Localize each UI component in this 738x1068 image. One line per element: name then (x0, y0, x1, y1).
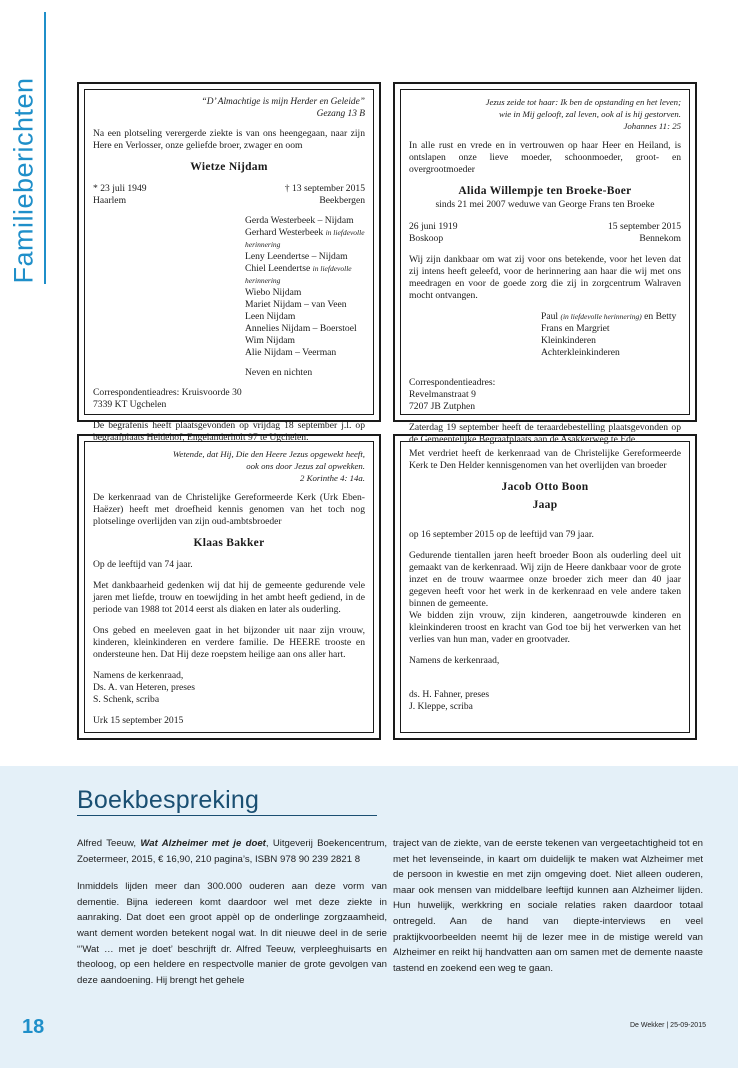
death-date: † 13 september 2015 (284, 183, 365, 194)
thanks-text: Wij zijn dankbaar om wat zij voor ons betekende, voor het leven dat zij intens heeft geleefd, voor de herinnering aan haar die wij met ons meedragen en voor de goede zorg die zij in zorgcentrum Walraven mocht ontvangen. (409, 254, 681, 301)
death-date-line: op 16 september 2015 op de leeftijd van 79 jaar. (409, 529, 594, 540)
review-paragraph: Inmiddels lijden meer dan 300.000 ouderen aan deze vorm van dementie. Bijna iedereen komt daardoor wel met deze ziekte in aanraking. Dat doet een groot appèl op de onderlinge zorgzaamheid, want dement worden betekent nogal wat. In dit nieuwe deel in de serie “’Wat … met je doet’ beschrijft dr. Alfred Teeuw, verpleeghuisarts en theoloog, op een heldere en respectvolle manier de grote gevolgen van deze aandoening. Hij brengt het gehele (77, 881, 387, 986)
places-row (93, 195, 365, 207)
relative: Gerda Westerbeek – Nijdam (245, 215, 354, 226)
death-place: Beekbergen (319, 195, 365, 206)
quote-reference: 2 Korinthe 4: 14a. (300, 473, 365, 483)
deceased-nickname: Jaap (532, 499, 558, 511)
review-column-left (77, 836, 387, 1000)
places-row (409, 233, 681, 245)
dates-row (93, 183, 365, 195)
quote-line: “D’ Almachtige is mijn Herder en Geleide” (201, 97, 365, 107)
relative: Kleinkinderen (541, 335, 596, 346)
signatories: ds. H. Fahner, preses J. Kleppe, scriba (409, 689, 490, 712)
death-notice-ten-broeke (393, 82, 697, 445)
section-title-text: Familieberichten (8, 76, 39, 284)
review-heading: Boekbespreking (77, 786, 260, 814)
deceased-name: Jacob Otto Boon (501, 481, 589, 493)
relative: Leny Leendertse – Nijdam (245, 251, 348, 262)
age-line: Op de leeftijd van 74 jaar. (93, 559, 193, 570)
death-place: Bennekom (639, 233, 681, 244)
thanks-text: Met dankbaarheid gedenken wij dat hij de gemeente gedurende vele jaren met liefde, trouw en toewijding in het ambt heeft gediend, in de periode van 1988 tot 2014 eerst als diaken en later als ouderling. (93, 580, 365, 615)
relative: Mariet Nijdam – van Veen (245, 299, 347, 310)
widow-line: sinds 21 mei 2007 weduwe van George Frans ten Broeke (435, 199, 655, 210)
deceased-name: Wietze Nijdam (190, 161, 268, 173)
notice-quote (93, 448, 365, 484)
death-notice-boon (393, 434, 697, 740)
death-notice-bakker (77, 434, 381, 740)
book-title: Wat Alzheimer met je doet (140, 838, 266, 849)
publication-footer: De Wekker | 25-09-2015 (629, 1022, 706, 1029)
death-notice-nijdam (77, 82, 381, 443)
relative: Frans en Margriet (541, 323, 610, 334)
signatories: Namens de kerkenraad, Ds. A. van Heteren, preses S. Schenk, scriba (93, 670, 196, 705)
notice-quote (93, 96, 365, 120)
review-column-right (393, 836, 703, 988)
deceased-name: Klaas Bakker (193, 537, 265, 549)
quote-line: ook ons door Jezus zal opwekken. (246, 461, 365, 471)
notice-frame (84, 89, 374, 443)
relative: Paul (in liefdevolle herinnering) en Betty (541, 311, 677, 322)
notice-intro: Met verdriet heeft de kerkenraad van de Christelijke Gereformeerde Kerk te Den Helder kennisgenomen van het overlijden van broeder (409, 448, 681, 471)
quote-reference: Gezang 13 B (316, 109, 365, 119)
prayer-text: We bidden zijn vrouw, zijn kinderen, aangetrouwde kinderen en kleinkinderen troost en kracht van God toe bij het verwerken van het verlies van hun man, vader en grootvader. (409, 610, 681, 645)
notice-intro: Na een plotseling verergerde ziekte is van ons heengegaan, naar zijn Here en Verlosser, onze geliefde broer, zwager en oom (93, 128, 365, 151)
notice-quote (409, 96, 681, 132)
quote-line: Jezus zeide tot haar: Ik ben de opstanding en het leven; (485, 97, 681, 107)
correspondence-address: Correspondentieadres: Revelmanstraat 9 7207 JB Zutphen (409, 377, 496, 412)
birth-place: Boskoop (409, 233, 444, 244)
funeral-info: De begrafenis heeft plaatsgevonden op vrijdag 18 september j.l. op begraafplaats Heidehof, Engelanderholt 97 te Ugchelen. (93, 420, 365, 443)
correspondence-address: Correspondentieadres: Kruisvoorde 30 7339 KT Ugchelen (93, 387, 242, 410)
birth-date: * 23 juli 1949 (93, 183, 147, 194)
signed-intro: Namens de kerkenraad, (409, 655, 500, 666)
page-number: 18 (22, 1016, 45, 1038)
review-paragraph: traject van de ziekte, van de eerste tekenen van vergeetachtigheid tot en met het levenseinde, in kaart om duidelijk te maken wat Alzheimer met de persoon in kwestie en met zijn omgeving doet. Niet alleen ouderen, maar ook mensen van middelbare leeftijd kunnen aan Alzheimer lijden. Hun huwelijk, werkkring en sociale relaties raken daardoor totaal ontregeld. Aan de hand van diepte-interviews en veel praktijkvoorbeelden neemt hij de lezer mee in de mistige wereld van Alzheimer en reikt hij handvatten aan om samen met de demente naaste tastend en zoekend een weg te gaan. (393, 838, 703, 974)
notice-frame (400, 441, 690, 733)
deceased-name: Alida Willempje ten Broeke-Boer (458, 185, 632, 197)
birth-date: 26 juni 1919 (409, 221, 458, 232)
quote-reference: Johannes 11: 25 (623, 121, 681, 131)
relative: Achterkleinkinderen (541, 347, 620, 358)
relative: Leen Nijdam (245, 311, 296, 322)
prayer-text: Ons gebed en meeleven gaat in het bijzonder uit naar zijn vrouw, kinderen, kleinkinderen en verdere familie. De HEERE trooste en ondersteune hen. Dat Hij deze roepstem heilige aan ons aller hart. (93, 625, 365, 660)
section-title (4, 76, 44, 284)
death-date: 15 september 2015 (607, 221, 681, 232)
notice-frame (84, 441, 374, 733)
relative: Alie Nijdam – Veerman (245, 347, 337, 358)
nephews-nieces: Neven en nichten (245, 367, 313, 378)
notice-intro: In alle rust en vrede en in vertrouwen op haar Heer en Heiland, is ontslapen onze lieve moeder, schoonmoeder, groot- en overgrootmoeder (409, 140, 681, 175)
book-citation: Alfred Teeuw, Wat Alzheimer met je doet, Uitgeverij Boekencentrum, Zoetermeer, 2015, € 16,90, 210 pagina’s, ISBN 978 90 239 2821 8 (77, 838, 387, 865)
relative: Gerhard Westerbeek in liefdevolle herinnering (245, 227, 365, 249)
notice-frame (400, 89, 690, 445)
section-divider (44, 12, 46, 284)
relative: Annelies Nijdam – Boerstoel (245, 323, 357, 334)
place-date: Urk 15 september 2015 (93, 715, 184, 726)
quote-line: Wetende, dat Hij, Die den Heere Jezus opgewekt heeft, (172, 449, 365, 459)
birth-place: Haarlem (93, 195, 127, 206)
funeral-info: Zaterdag 19 september heeft de teraardebestelling plaatsgevonden op de Gemeentelijke Begraafplaats aan de Asakkerweg te Ede. (409, 422, 681, 445)
review-heading-rule (77, 815, 377, 816)
body-text: Gedurende tientallen jaren heeft broeder Boon als ouderling deel uit gemaakt van de kerkenraad. Wij zijn de Heere dankbaar voor de grote inzet en de trouw waarmee onze broeder zich meer dan 40 jaar gegeven heeft voor het werk in de kerkenraad en vele andere taken binnen de gemeente. (409, 550, 681, 609)
relative: Wim Nijdam (245, 335, 295, 346)
dates-row (409, 221, 681, 233)
relative: Wiebo Nijdam (245, 287, 302, 298)
quote-line: wie in Mij gelooft, zal leven, ook al is hij gestorven. (498, 109, 681, 119)
relatives-list (541, 311, 681, 359)
notice-intro: De kerkenraad van de Christelijke Gereformeerde Kerk (Urk Eben-Haëzer) heeft met droefheid kennis genomen van het toch nog plotselinge overlijden van zijn oud-ambtsbroeder (93, 492, 365, 527)
relative: Chiel Leendertse in liefdevolle herinnering (245, 263, 352, 285)
relatives-list (245, 215, 365, 379)
